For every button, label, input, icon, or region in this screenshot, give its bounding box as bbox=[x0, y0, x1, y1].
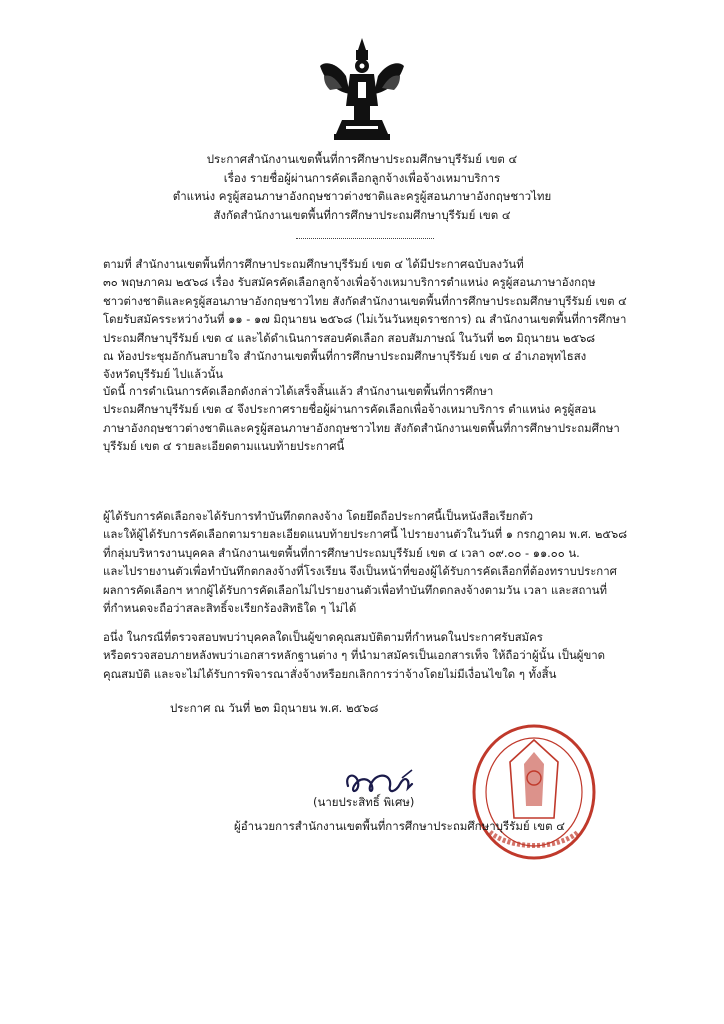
text-line: ผลการคัดเลือกฯ หากผู้ได้รับการคัดเลือกไม่ไปรายงานตัวเพื่อทำบันทึกตกลงจ้างตามวัน เวลา และสถานที่ bbox=[103, 582, 608, 597]
header-line: เรื่อง รายชื่อผู้ผ่านการคัดเลือกลูกจ้างเพื่อจ้างเหมาบริการ bbox=[223, 170, 501, 185]
text-line: โดยรับสมัครระหว่างวันที่ ๑๑ - ๑๗ มิถุนายน ๒๕๖๘ (ไม่เว้นวันหยุดราชการ) ณ สำนักงานเขตพื้นที่การศึกษา bbox=[103, 312, 627, 327]
text-line: ณ ห้องประชุมอักกันสบายใจ สำนักงานเขตพื้นที่การศึกษาประถมศึกษาบุรีรัมย์ เขต ๔ อำเภอพุทไธสง bbox=[103, 349, 587, 364]
signatory-name: (นายประสิทธิ์ พิเศษ) bbox=[313, 795, 415, 809]
text-line: อนึ่ง ในกรณีที่ตรวจสอบพบว่าบุคคลใดเป็นผู้ขาดคุณสมบัติตามที่กำหนดในประกาศรับสมัคร bbox=[103, 630, 543, 644]
paragraph-announcement bbox=[103, 382, 641, 456]
text-line: และไปรายงานตัวเพื่อทำบันทึกตกลงจ้างที่โรงเรียน จึงเป็นหน้าที่ของผู้ได้รับการคัดเลือกที่ต้องทราบประกาศ bbox=[103, 564, 617, 579]
text-line: ประถมศึกษาบุรีรัมย์ เขต ๔ และได้ดำเนินการสอบคัดเลือก สอบสัมภาษณ์ ในวันที่ ๒๓ มิถุนายน ๒๕๖๘ bbox=[103, 330, 596, 345]
header-divider bbox=[296, 238, 434, 239]
announcement-header bbox=[0, 150, 724, 224]
garuda-emblem-icon bbox=[316, 36, 408, 144]
text-line: ที่กลุ่มบริหารงานบุคคล สำนักงานเขตพื้นที่การศึกษาประถมบุรีรัมย์ เขต ๔ เวลา ๐๙.๐๐ - ๑๑.๐๐ น. bbox=[103, 545, 580, 560]
text-line: ๓๐ พฤษภาคม ๒๕๖๘ เรื่อง รับสมัครคัดเลือกลูกจ้างเพื่อจ้างเหมาบริการตำแหน่ง ครูผู้สอนภาษาอังกฤษ bbox=[103, 275, 596, 290]
header-line: ประกาศสำนักงานเขตพื้นที่การศึกษาประถมศึกษาบุรีรัมย์ เขต ๔ bbox=[206, 152, 518, 166]
text-line: ตามที่ สำนักงานเขตพื้นที่การศึกษาประถมศึกษาบุรีรัมย์ เขต ๔ ได้มีประกาศฉบับลงวันที่ bbox=[103, 257, 524, 271]
text-line: ประถมศึกษาบุรีรัมย์ เขต ๔ จึงประกาศรายชื่อผู้ผ่านการคัดเลือกเพื่อจ้างเหมาบริการ ตำแหน่ง ครูผู้สอน bbox=[103, 402, 596, 417]
text-line: ชาวต่างชาติและครูผู้สอนภาษาอังกฤษชาวไทย สังกัดสำนักงานเขตพื้นที่การศึกษาประถมศึกษาบุรีรัมย์ เขต ๔ bbox=[103, 293, 627, 308]
paragraph-reporting-instructions bbox=[103, 507, 641, 617]
text-line: หรือตรวจสอบภายหลังพบว่าเอกสารหลักฐานต่าง ๆ ที่นำมาสมัครเป็นเอกสารเท็จ ให้ถือว่าผู้นั้น เป็นผู้ขาด bbox=[103, 648, 606, 663]
announcement-date: ประกาศ ณ วันที่ ๒๓ มิถุนายน พ.ศ. ๒๕๖๘ bbox=[170, 701, 379, 715]
text-line: ที่กำหนดจะถือว่าสละสิทธิ์จะเรียกร้องสิทธิใด ๆ ไม่ได้ bbox=[103, 601, 357, 616]
text-line: บุรีรัมย์ เขต ๔ รายละเอียดตามแนบท้ายประกาศนี้ bbox=[103, 439, 345, 454]
text-line: ผู้ได้รับการคัดเลือกจะได้รับการทำบันทึกตกลงจ้าง โดยยึดถือประกาศนี้เป็นหนังสือเรียกตัว bbox=[103, 509, 533, 523]
text-line: และให้ผู้ได้รับการคัดเลือกตามรายละเอียดแนบท้ายประกาศนี้ ไปรายงานตัวในวันที่ ๑ กรกฎาคม พ.ศ. ๒๕๖๘ bbox=[103, 527, 628, 542]
office-seal-icon bbox=[470, 722, 598, 862]
paragraph-disqualification bbox=[103, 628, 641, 683]
paragraph-background bbox=[103, 255, 641, 384]
text-line: ภาษาอังกฤษชาวต่างชาติและครูผู้สอนภาษาอังกฤษชาวไทย สังกัดสำนักงานเขตพื้นที่การศึกษาประถมศึกษา bbox=[103, 420, 620, 435]
header-line: สังกัดสำนักงานเขตพื้นที่การศึกษาประถมศึกษาบุรีรัมย์ เขต ๔ bbox=[213, 207, 511, 222]
signatory-position: ผู้อำนวยการสำนักงานเขตพื้นที่การศึกษาประถมศึกษาบุรีรัมย์ เขต ๔ bbox=[234, 819, 565, 833]
header-line: ตำแหน่ง ครูผู้สอนภาษาอังกฤษชาวต่างชาติและครูผู้สอนภาษาอังกฤษชาวไทย bbox=[172, 189, 552, 204]
text-line: คุณสมบัติ และจะไม่ได้รับการพิจารณาสั่งจ้างหรือยกเลิกการว่าจ้างโดยไม่มีเงื่อนไขใด ๆ ทั้งสิ้น bbox=[103, 666, 557, 681]
text-line: บัดนี้ การดำเนินการคัดเลือกดังกล่าวได้เสร็จสิ้นแล้ว สำนักงานเขตพื้นที่การศึกษา bbox=[103, 384, 494, 398]
text-line: จังหวัดบุรีรัมย์ ไปแล้วนั้น bbox=[103, 367, 224, 382]
